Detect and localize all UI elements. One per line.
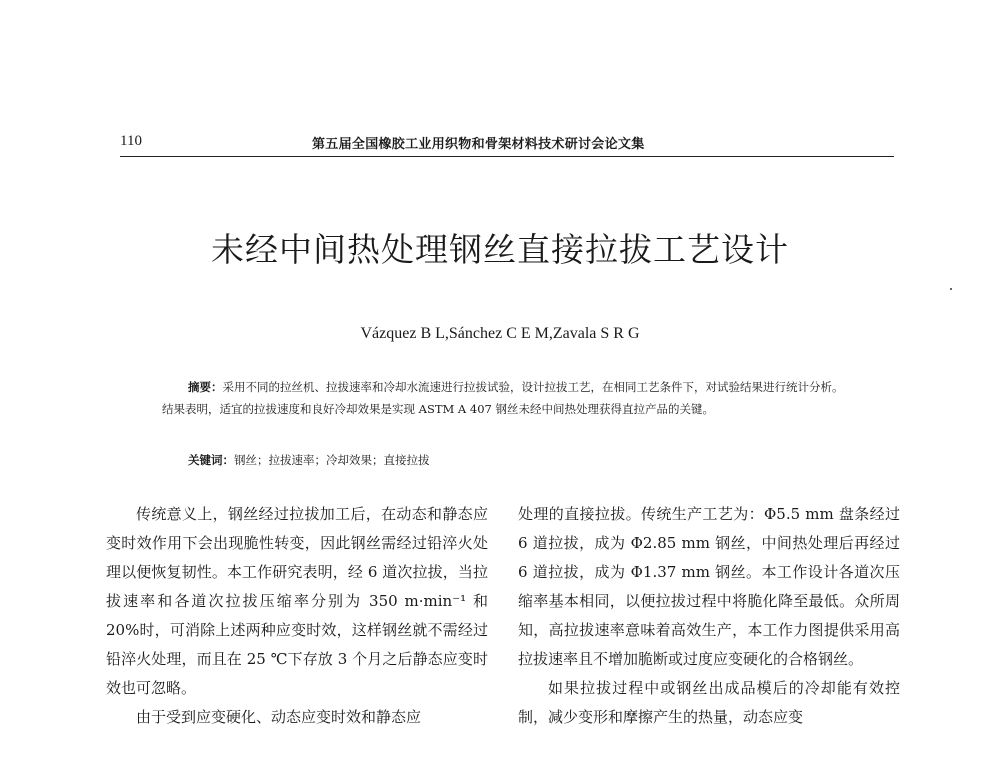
keywords	[188, 452, 430, 468]
keywords-label: 关键词：	[188, 453, 234, 467]
abstract	[162, 376, 852, 420]
page-number: 110	[120, 133, 142, 149]
body-paragraph: 传统意义上，钢丝经过拉拔加工后，在动态和静态应变时效作用下会出现脆性转变，因此钢丝需经过铅淬火处理以便恢复韧性。本工作研究表明，经 6 道次拉拔，当拉拔速率和各道次拉拔压缩率分别为 350 m·min⁻¹ 和 20%时，可消除上述两种应变时效，这样钢丝就不需经过铅淬火处理，而且在 25 ℃下存放 3 个月之后静态应变时效也可忽略。	[106, 505, 488, 697]
running-header: 第五届全国橡胶工业用织物和骨架材料技术研讨会论文集	[312, 137, 645, 152]
body-paragraph: 由于受到应变硬化、动态应变时效和静态应	[136, 708, 422, 726]
paper-title: 未经中间热处理钢丝直接拉拔工艺设计	[211, 230, 789, 269]
body-paragraph: 如果拉拔过程中或钢丝出成品模后的冷却能有效控制，减少变形和摩擦产生的热量，动态应变	[518, 679, 900, 726]
abstract-label: 摘要：	[188, 380, 223, 394]
abstract-text: 采用不同的拉丝机、拉拔速率和冷却水流速进行拉拔试验，设计拉拔工艺，在相同工艺条件下，对试验结果进行统计分析。结果表明，适宜的拉拔速度和良好冷却效果是实现 ASTM A 407 钢丝未经中间热处理获得直拉产品的关键。	[162, 380, 844, 416]
header-rule	[120, 156, 894, 157]
authors: Vázquez B L,Sánchez C E M,Zavala S R G	[360, 325, 640, 342]
body-column-left	[106, 500, 488, 732]
scan-speck	[950, 288, 952, 290]
body-paragraph: 处理的直接拉拔。传统生产工艺为：Φ5.5 mm 盘条经过 6 道拉拔，成为 Φ2.85 mm 钢丝，中间热处理后再经过 6 道拉拔，成为 Φ1.37 mm 钢丝。本工作设计各道次压缩率基本相同，以便拉拔过程中将脆化降至最低。众所周知，高拉拔速率意味着高效生产，本工作力图提供采用高拉拔速率且不增加脆断或过度应变硬化的合格钢丝。	[518, 505, 900, 668]
keywords-text: 钢丝；拉拔速率；冷却效果；直接拉拔	[234, 453, 430, 467]
body-column-right	[518, 500, 900, 732]
